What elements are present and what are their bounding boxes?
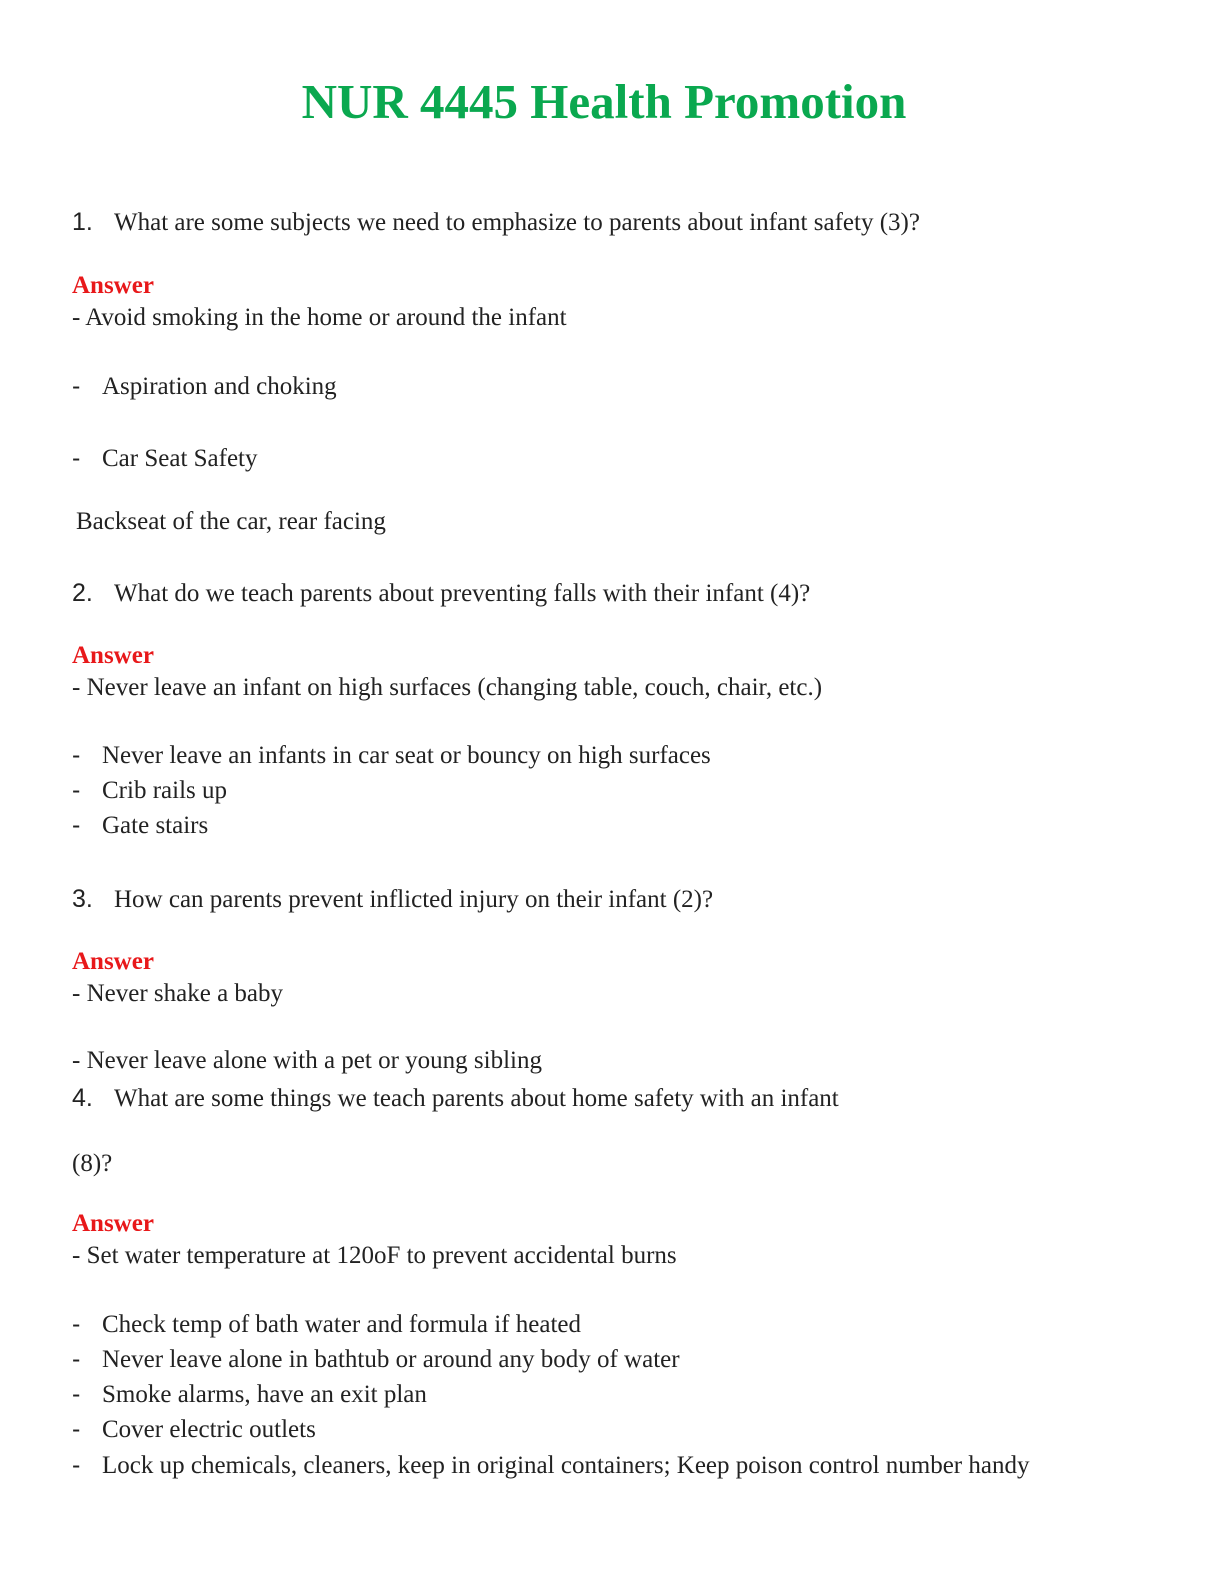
answer-item: - Car Seat Safety [72, 444, 258, 472]
answer-item: - Aspiration and choking [72, 372, 337, 400]
answer-item: - Crib rails up [72, 776, 227, 804]
list-dash: - [72, 1310, 81, 1338]
question-text: What do we teach parents about preventing falls with their infant (4)? [114, 580, 811, 607]
question-2 [72, 578, 810, 609]
question-number: 1. [72, 208, 93, 236]
list-dash: - [72, 444, 81, 472]
list-dash: - [72, 1380, 81, 1408]
answer-item: - Gate stairs [72, 811, 209, 839]
question-text: How can parents prevent inflicted injury on their infant (2)? [114, 886, 714, 913]
answer-item: - Lock up chemicals, cleaners, keep in original containers; Keep poison control number handy [72, 1451, 1030, 1479]
answer-item: - Never leave an infant on high surfaces (changing table, couch, chair, etc.) [72, 674, 823, 701]
list-dash: - [72, 811, 81, 839]
answer-label: Answer [72, 948, 154, 975]
list-dash: - [72, 776, 81, 804]
list-dash: - [72, 1451, 81, 1479]
answer-item: - Avoid smoking in the home or around the infant [72, 304, 567, 331]
answer-item: - Set water temperature at 120oF to prevent accidental burns [72, 1242, 677, 1269]
question-text-continuation: (8)? [72, 1150, 113, 1177]
answer-item: - Never shake a baby [72, 980, 284, 1007]
answer-note: Backseat of the car, rear facing [76, 508, 386, 535]
question-number: 3. [72, 885, 93, 913]
answer-item: - Check temp of bath water and formula if heated [72, 1310, 581, 1338]
question-text: What are some subjects we need to emphasize to parents about infant safety (3)? [114, 209, 920, 236]
list-dash: - [72, 1415, 81, 1443]
question-4 [72, 1083, 839, 1114]
page-title: NUR 4445 Health Promotion [301, 74, 907, 129]
question-number: 2. [72, 579, 93, 607]
answer-item: - Cover electric outlets [72, 1415, 316, 1443]
answer-label: Answer [72, 642, 154, 669]
answer-label: Answer [72, 272, 154, 299]
list-dash: - [72, 741, 81, 769]
question-number: 4. [72, 1084, 93, 1112]
list-dash: - [72, 372, 81, 400]
question-1 [72, 207, 920, 238]
answer-item: - Smoke alarms, have an exit plan [72, 1380, 427, 1408]
answer-item: - Never leave an infants in car seat or bouncy on high surfaces [72, 741, 711, 769]
answer-item: - Never leave alone with a pet or young sibling [72, 1047, 542, 1074]
answer-item: - Never leave alone in bathtub or around any body of water [72, 1345, 680, 1373]
answer-label: Answer [72, 1210, 154, 1237]
list-dash: - [72, 1345, 81, 1373]
question-3 [72, 884, 713, 915]
question-text: What are some things we teach parents about home safety with an infant [114, 1085, 839, 1112]
